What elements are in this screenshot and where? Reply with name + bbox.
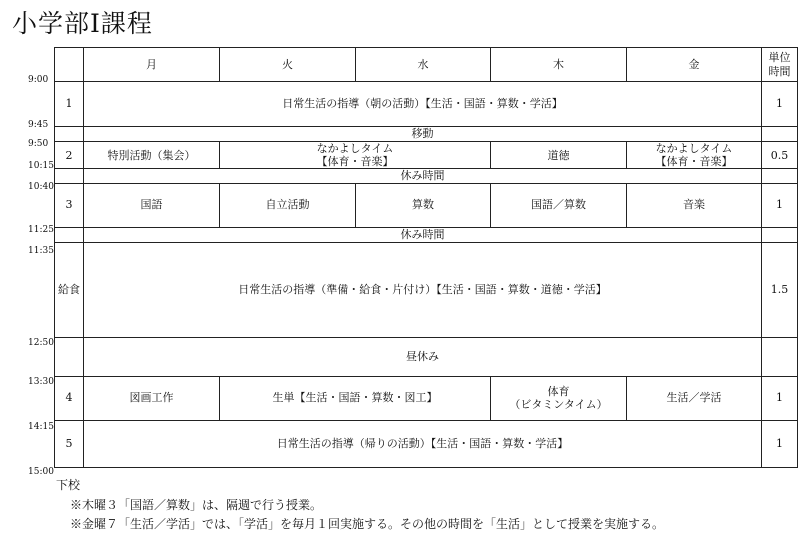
period-3-row <box>55 183 798 227</box>
time-label: 10:15 <box>28 161 54 171</box>
time-label: 11:25 <box>28 225 54 235</box>
unit-header-line: 時間 <box>768 64 791 78</box>
unit-value: 1 <box>762 420 798 467</box>
schedule-table <box>54 47 798 468</box>
page-title: 小学部Ⅰ課程 <box>12 9 153 38</box>
period-4-tue-wed: 生単【生活・国語・算数・図工】 <box>220 376 491 420</box>
footnote: ※金曜７「生活／学活」では、「学活」を毎月１回実施する。その他の時間を「生活」として授業を実施する。 <box>70 517 665 531</box>
unit-value: 1 <box>762 183 798 227</box>
nakayoshi-subjects: 【体育・音楽】 <box>316 155 394 169</box>
period-2-mon: 特別活動（集会） <box>84 142 220 169</box>
nakayoshi-label: なかよしタイム <box>655 142 733 155</box>
move-label: 移動 <box>84 127 762 142</box>
time-label: 14:15 <box>28 422 54 432</box>
corner-cell <box>55 48 84 82</box>
nakayoshi-label: なかよしタイム <box>316 142 394 155</box>
time-label: 11:35 <box>28 246 54 256</box>
period-number: 5 <box>55 420 84 467</box>
period-5-row <box>55 420 798 467</box>
period-4-mon: 図画工作 <box>84 376 220 420</box>
break-row <box>55 227 798 242</box>
pe-label: 体育 <box>547 384 570 398</box>
period-number: 1 <box>55 82 84 127</box>
period-4-fri: 生活／学活 <box>627 376 762 420</box>
unit-value: 1.5 <box>762 242 798 337</box>
lunch-row <box>55 242 798 337</box>
time-label: 13:30 <box>28 377 54 387</box>
header-row <box>55 48 798 82</box>
noon-break-label: 昼休み <box>84 337 762 376</box>
day-header-wed: 水 <box>356 48 491 82</box>
break-label: 休み時間 <box>84 227 762 242</box>
move-row <box>55 127 798 142</box>
footnote: ※木曜３「国語／算数」は、隔週で行う授業。 <box>70 498 323 512</box>
day-header-mon: 月 <box>84 48 220 82</box>
period-number: 4 <box>55 376 84 420</box>
day-header-thu: 木 <box>491 48 627 82</box>
noon-break-row <box>55 337 798 376</box>
break-row <box>55 169 798 183</box>
time-label: 12:50 <box>28 338 54 348</box>
time-label: 9:00 <box>28 75 49 85</box>
period-5-content: 日常生活の指導（帰りの活動）【生活・国語・算数・学活】 <box>84 420 762 467</box>
unit-header <box>762 48 798 82</box>
period-3-wed: 算数 <box>356 183 491 227</box>
period-2-row <box>55 142 798 169</box>
nakayoshi-subjects: 【体育・音楽】 <box>655 155 733 169</box>
period-1-content: 日常生活の指導（朝の活動）【生活・国語・算数・学活】 <box>84 82 762 127</box>
period-4-thu <box>491 376 627 420</box>
break-label: 休み時間 <box>84 169 762 183</box>
period-3-thu: 国語／算数 <box>491 183 627 227</box>
period-3-tue: 自立活動 <box>220 183 356 227</box>
period-3-fri: 音楽 <box>627 183 762 227</box>
period-number: 3 <box>55 183 84 227</box>
vitamin-time-label: （ビタミンタイム） <box>509 398 608 412</box>
lunch-label: 給食 <box>55 242 84 337</box>
unit-value: 1 <box>762 376 798 420</box>
period-number: 2 <box>55 142 84 169</box>
period-1-row <box>55 82 798 127</box>
unit-header-line: 単位 <box>768 51 791 65</box>
unit-value: 0.5 <box>762 142 798 169</box>
period-4-row <box>55 376 798 420</box>
dismissal-label: 下校 <box>56 478 81 492</box>
lunch-content: 日常生活の指導（準備・給食・片付け）【生活・国語・算数・道徳・学活】 <box>84 242 762 337</box>
period-2-tue-wed <box>220 142 491 169</box>
period-2-fri <box>627 142 762 169</box>
day-header-fri: 金 <box>627 48 762 82</box>
period-3-mon: 国語 <box>84 183 220 227</box>
time-label: 10:40 <box>28 182 54 192</box>
time-label: 9:45 <box>28 120 49 130</box>
period-2-thu: 道徳 <box>491 142 627 169</box>
time-label: 9:50 <box>28 139 49 149</box>
time-label: 15:00 <box>28 467 54 477</box>
day-header-tue: 火 <box>220 48 356 82</box>
unit-value: 1 <box>762 82 798 127</box>
